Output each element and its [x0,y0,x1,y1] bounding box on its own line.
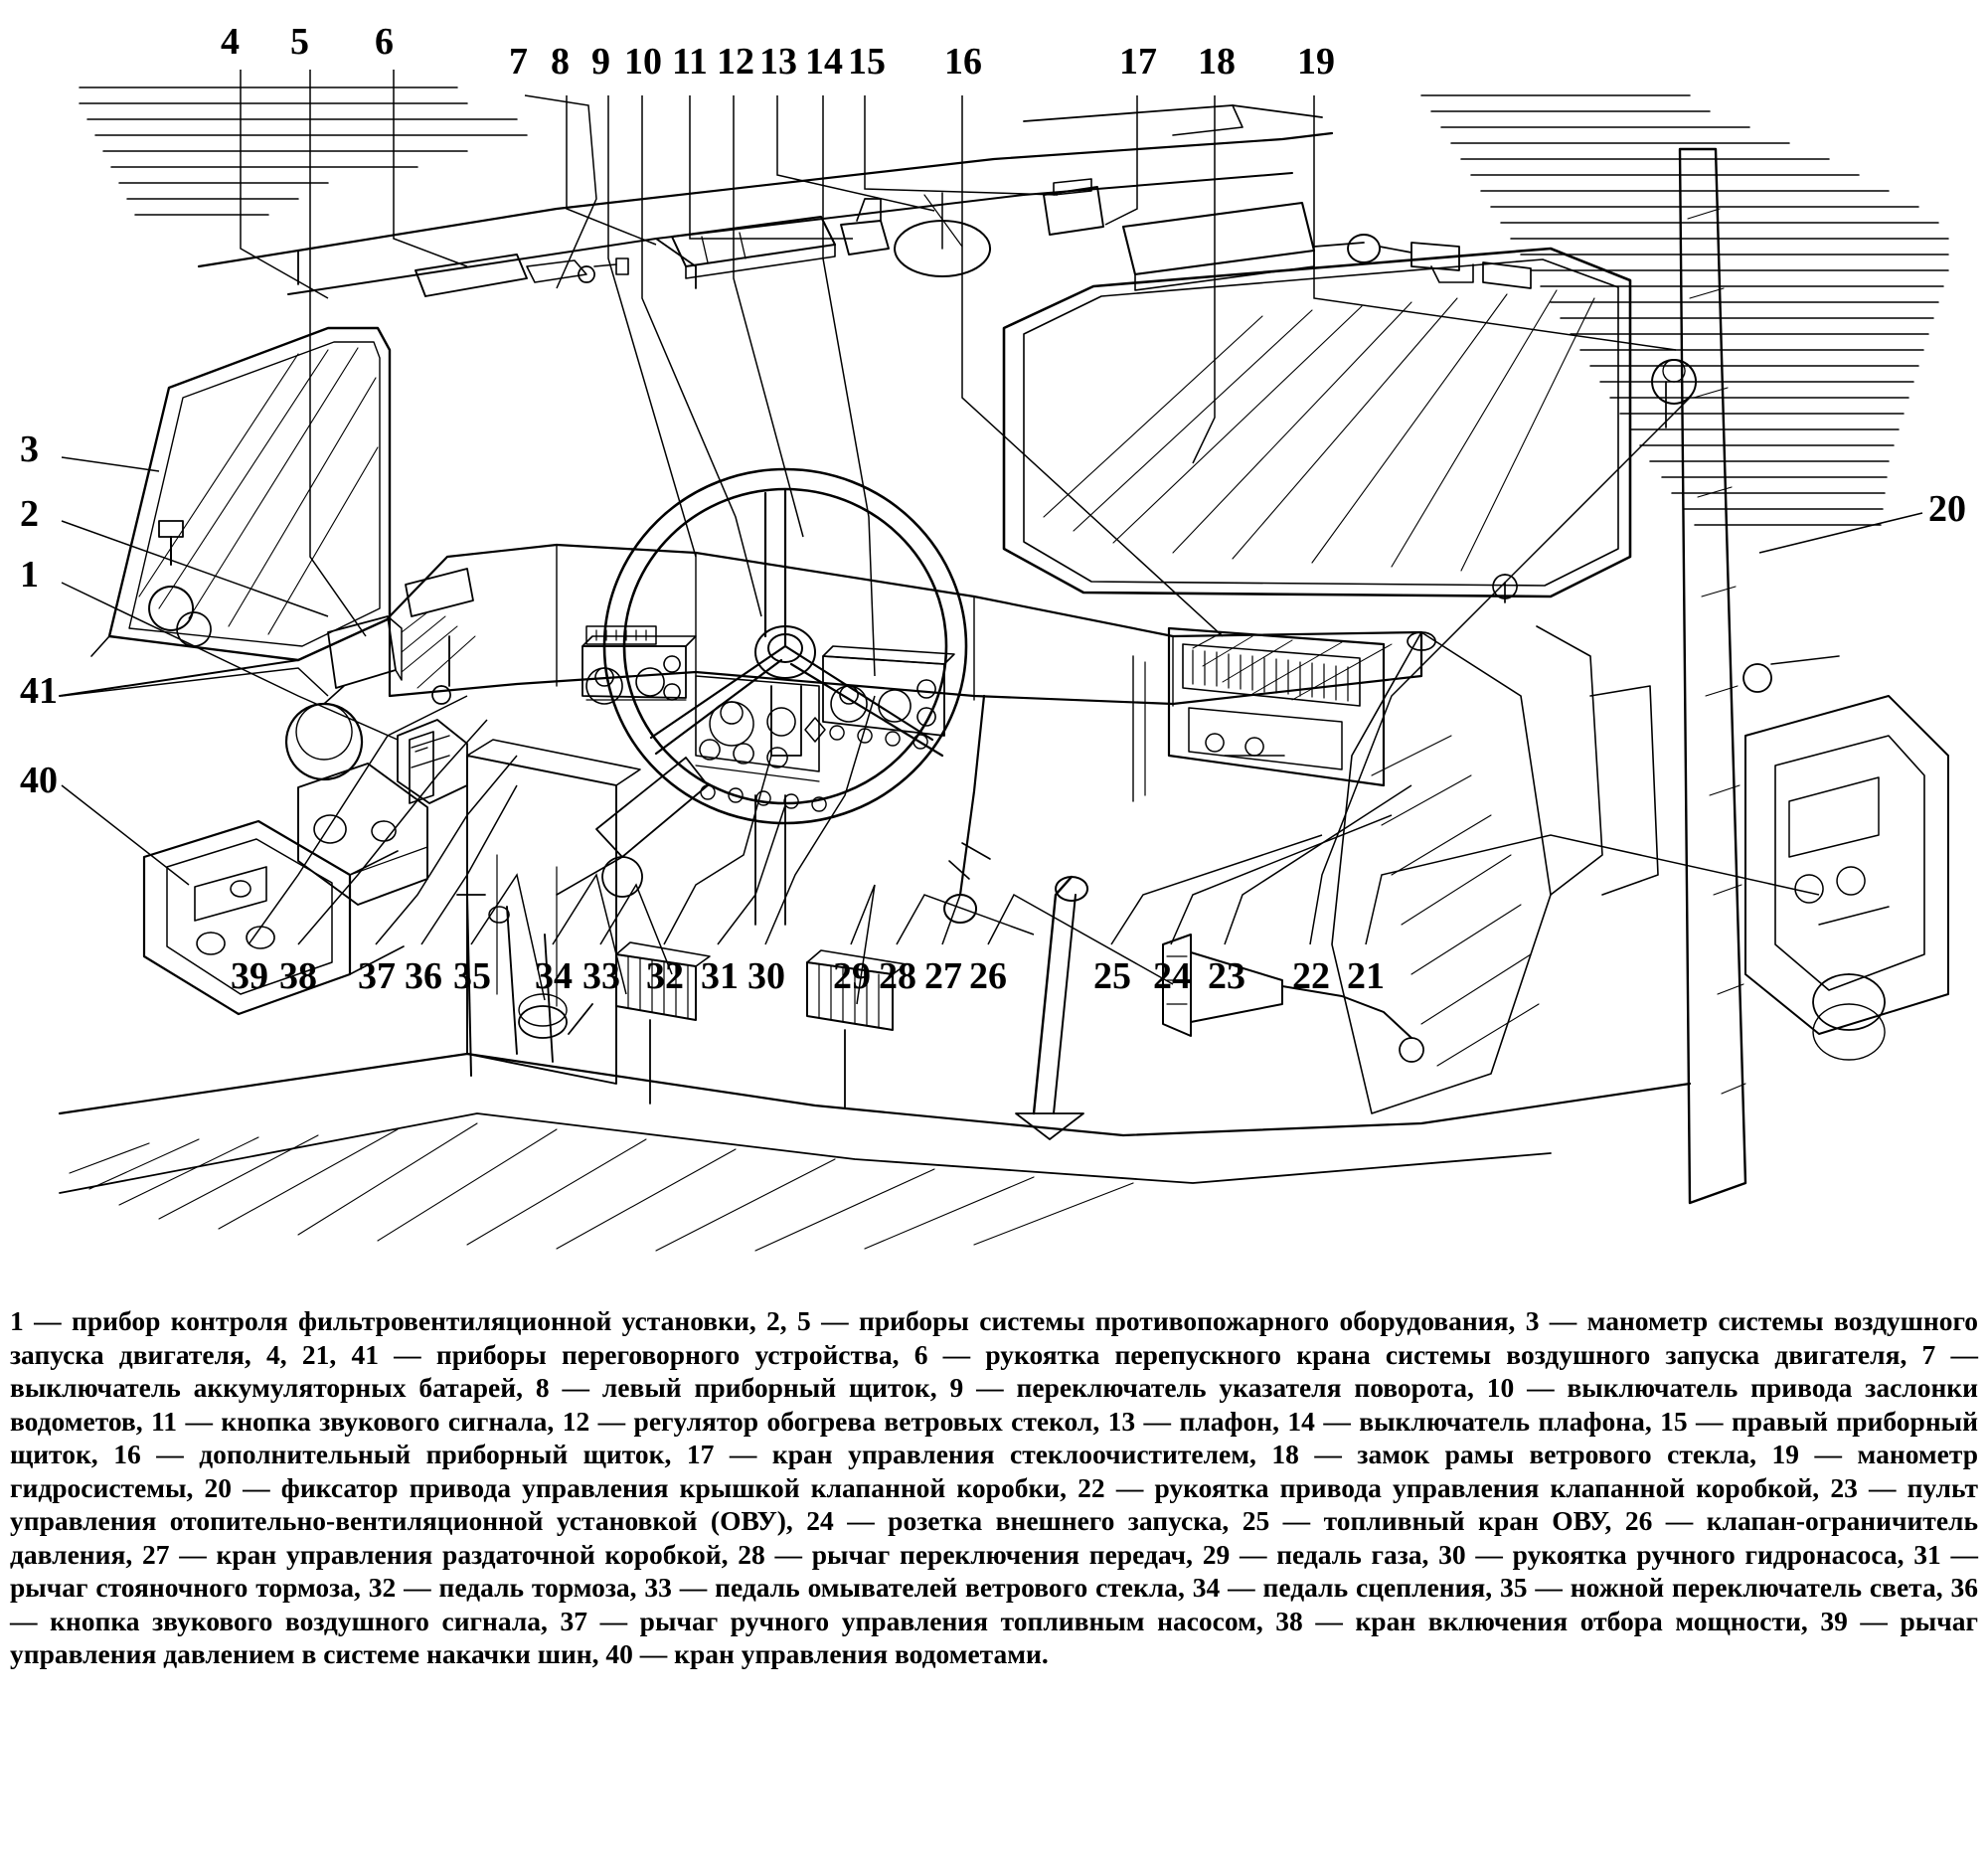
callout-number-10: 10 [624,41,662,83]
caption-text: 1 — прибор контроля фильтровентиляционной установки, 2, 5 — приборы системы противопожарного оборудования, 3 — манометр системы воздушного запуска двигателя, 4, 21, 41 — приборы переговорного устройства, 6 — рукоятка перепускного крана системы воздушного запуска двигателя, 7 — выключатель аккумуляторных батарей, 8 — левый приборный щиток, 9 — переключатель указателя поворота, 10 — выключатель привода заслонки водометов, 11 — кнопка звукового сигнала, 12 — регулятор обогрева ветровых стекол, 13 — плафон, 14 — выключатель плафона, 15 — правый приборный щиток, 16 — дополнительный приборный щиток, 17 — кран управления стеклоочистителем, 18 — замок рамы ветрового стекла, 19 — манометр гидросистемы, 20 — фиксатор привода управления крышкой клапанной коробки, 22 — рукоятка привода управления клапанной коробкой, 23 — пульт управления отопительно-вентиляционной установкой (ОВУ), 24 — розетка внешнего запуска, 25 — топливный кран ОВУ, 26 — клапан-ограничитель давления, 27 — кран управления раздаточной коробкой, 28 — рычаг переключения передач, 29 — педаль газа, 30 — рукоятка ручного гидронасоса, 31 — рычаг стояночного тормоза, 32 — педаль тормоза, 33 — педаль омывателей ветрового стекла, 34 — педаль сцепления, 35 — ножной переключатель света, 36 — кнопка звукового воздушного сигнала, 37 — рычаг ручного управления топливным насосом, 38 — кран включения отбора мощности, 39 — рычаг управления давлением в системе накачки шин, 40 — кран управления водометами. [10,1305,1978,1669]
callout-number-24: 24 [1153,955,1191,997]
callout-number-28: 28 [879,955,916,997]
callout-number-33: 33 [582,955,620,997]
callout-number-37: 37 [358,955,396,997]
callout-number-38: 38 [279,955,317,997]
callout-number-13: 13 [759,41,797,83]
callout-number-3: 3 [20,428,39,470]
callout-number-1: 1 [20,554,39,596]
callout-number-21: 21 [1347,955,1385,997]
callout-number-2: 2 [20,493,39,535]
callout-number-31: 31 [701,955,739,997]
callout-number-7: 7 [509,41,528,83]
callout-number-22: 22 [1292,955,1330,997]
callout-number-16: 16 [944,41,982,83]
callout-number-39: 39 [231,955,268,997]
callout-number-18: 18 [1198,41,1236,83]
callout-number-35: 35 [453,955,491,997]
figure-caption [10,1304,1978,1671]
callout-number-17: 17 [1119,41,1157,83]
callout-number-5: 5 [290,21,309,63]
callout-number-15: 15 [848,41,886,83]
callout-number-19: 19 [1297,41,1335,83]
callout-number-25: 25 [1093,955,1131,997]
callout-number-8: 8 [551,41,570,83]
callout-number-9: 9 [591,41,610,83]
callout-number-26: 26 [969,955,1007,997]
callout-number-4: 4 [221,21,240,63]
callout-number-14: 14 [805,41,843,83]
callout-number-32: 32 [646,955,684,997]
callout-number-20: 20 [1928,488,1966,530]
callout-number-11: 11 [672,41,708,83]
callout-number-29: 29 [833,955,871,997]
callout-number-36: 36 [405,955,442,997]
callout-number-23: 23 [1208,955,1245,997]
callout-number-27: 27 [924,955,962,997]
callout-number-12: 12 [717,41,754,83]
callout-number-34: 34 [535,955,573,997]
callout-number-41: 41 [20,670,58,712]
callout-number-6: 6 [375,21,394,63]
callout-number-30: 30 [747,955,785,997]
callout-number-40: 40 [20,760,58,801]
